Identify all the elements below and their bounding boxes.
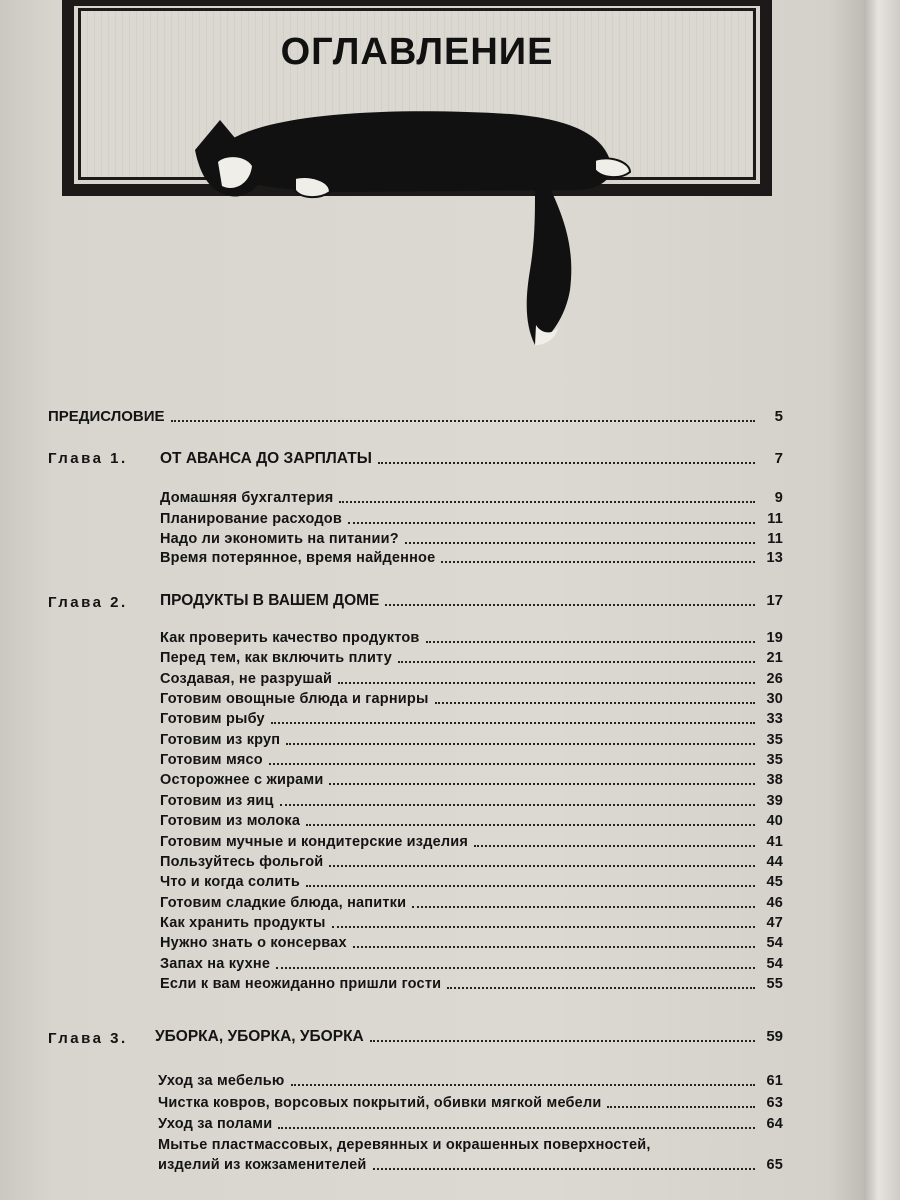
- toc-entry-preface[interactable]: [48, 408, 783, 426]
- dot-leader: [338, 682, 755, 684]
- dot-leader: [398, 661, 755, 663]
- toc-section[interactable]: [160, 955, 783, 973]
- section-title: Нужно знать о консервах: [160, 935, 347, 951]
- dot-leader: [426, 641, 755, 643]
- section-page: 35: [766, 732, 783, 748]
- section-title: Уход за полами: [158, 1116, 273, 1132]
- dot-leader: [329, 865, 755, 867]
- toc-section[interactable]: [160, 853, 783, 871]
- section-title: Запах на кухне: [160, 956, 271, 972]
- chapter-label: Глава 2.: [48, 594, 128, 611]
- section-title: Чистка ковров, ворсовых покрытий, обивки мягкой мебели: [158, 1095, 602, 1111]
- toc-section[interactable]: [160, 649, 783, 667]
- section-title: Пользуйтесь фольгой: [160, 854, 324, 870]
- toc-section[interactable]: [160, 812, 783, 830]
- section-page: 33: [766, 711, 783, 727]
- dot-leader: [405, 542, 755, 544]
- dot-leader: [280, 804, 755, 806]
- entry-page: 5: [774, 408, 783, 425]
- chapter-page: 17: [766, 592, 783, 609]
- section-page: 21: [766, 650, 783, 666]
- toc-section[interactable]: [160, 549, 783, 567]
- section-title: Что и когда солить: [160, 874, 300, 890]
- chapter-title: ОТ АВАНСА ДО ЗАРПЛАТЫ: [160, 450, 372, 467]
- dot-leader: [385, 604, 755, 606]
- section-page: 65: [766, 1157, 783, 1173]
- toc-section[interactable]: [160, 489, 783, 507]
- dot-leader: [171, 420, 755, 422]
- section-page: 38: [766, 772, 783, 788]
- toc-section[interactable]: [160, 833, 783, 851]
- section-page: 30: [766, 691, 783, 707]
- toc-section[interactable]: [160, 975, 783, 993]
- toc-section[interactable]: [160, 629, 783, 647]
- toc-section[interactable]: [160, 792, 783, 810]
- section-title: Уход за мебелью: [158, 1073, 285, 1089]
- section-page: 47: [766, 915, 783, 931]
- section-page: 9: [774, 490, 783, 506]
- dot-leader: [373, 1168, 755, 1170]
- dot-leader: [435, 702, 755, 704]
- toc-section[interactable]: [160, 771, 783, 789]
- toc-section[interactable]: [160, 530, 783, 548]
- section-page: 11: [767, 511, 783, 527]
- section-page: 55: [766, 976, 783, 992]
- toc-section[interactable]: [158, 1094, 783, 1112]
- dot-leader: [412, 906, 755, 908]
- section-page: 45: [766, 874, 783, 890]
- toc-section[interactable]: [160, 690, 783, 708]
- section-title: Время потерянное, время найденное: [160, 550, 436, 566]
- dot-leader: [269, 763, 755, 765]
- toc-section-multiline-first[interactable]: Мытье пластмассовых, деревянных и окрашенных поверхностей,: [158, 1137, 651, 1153]
- section-title: изделий из кожзаменителей: [158, 1157, 367, 1173]
- page-title: ОГЛАВЛЕНИЕ: [280, 31, 554, 73]
- chapter-title: ПРОДУКТЫ В ВАШЕМ ДОМЕ: [160, 592, 380, 609]
- section-title: Как хранить продукты: [160, 915, 326, 931]
- section-page: 64: [766, 1116, 783, 1132]
- section-title: Создавая, не разрушай: [160, 671, 333, 687]
- section-title: Готовим мясо: [160, 752, 263, 768]
- dot-leader: [332, 926, 755, 928]
- section-page: 46: [766, 895, 783, 911]
- section-title: Планирование расходов: [160, 511, 342, 527]
- dot-leader: [271, 722, 755, 724]
- toc-chapter-3[interactable]: [155, 1028, 783, 1046]
- dot-leader: [306, 885, 755, 887]
- entry-title: ПРЕДИСЛОВИЕ: [48, 408, 165, 425]
- section-page: 61: [766, 1073, 783, 1089]
- section-title: Готовим из молока: [160, 813, 301, 829]
- section-title: Готовим рыбу: [160, 711, 265, 727]
- section-page: 40: [766, 813, 783, 829]
- section-page: 13: [766, 550, 783, 566]
- section-title: Готовим из яиц: [160, 793, 274, 809]
- dot-leader: [329, 783, 755, 785]
- dot-leader: [353, 946, 755, 948]
- toc-section[interactable]: [160, 934, 783, 952]
- section-title: Осторожнее с жирами: [160, 772, 324, 788]
- toc-section[interactable]: [160, 670, 783, 688]
- section-page: 35: [766, 752, 783, 768]
- dot-leader: [441, 561, 755, 563]
- section-title: Перед тем, как включить плиту: [160, 650, 392, 666]
- dot-leader: [286, 743, 755, 745]
- section-page: 19: [766, 630, 783, 646]
- dot-leader: [348, 522, 755, 524]
- section-page: 11: [767, 531, 783, 547]
- toc-section[interactable]: [158, 1115, 783, 1133]
- section-title: Готовим овощные блюда и гарниры: [160, 691, 429, 707]
- dot-leader: [474, 845, 755, 847]
- dot-leader: [378, 462, 755, 464]
- section-title: Надо ли экономить на питании?: [160, 531, 399, 547]
- toc-section[interactable]: [160, 751, 783, 769]
- dot-leader: [291, 1084, 756, 1086]
- section-page: 54: [766, 956, 783, 972]
- chapter-label: Глава 1.: [48, 450, 128, 467]
- toc-section[interactable]: [158, 1072, 783, 1090]
- dot-leader: [339, 501, 755, 503]
- chapter-page: 59: [766, 1028, 783, 1045]
- section-title: Готовим мучные и кондитерские изделия: [160, 834, 469, 850]
- dot-leader: [607, 1106, 755, 1108]
- toc-section[interactable]: [160, 894, 783, 912]
- toc-section[interactable]: [160, 914, 783, 932]
- chapter-label: Глава 3.: [48, 1030, 128, 1047]
- dot-leader: [278, 1127, 755, 1129]
- dot-leader: [276, 967, 755, 969]
- section-title: Готовим из круп: [160, 732, 281, 748]
- dot-leader: [370, 1040, 755, 1042]
- section-title: Готовим сладкие блюда, напитки: [160, 895, 407, 911]
- toc-section[interactable]: [160, 710, 783, 728]
- section-title: Домашняя бухгалтерия: [160, 490, 334, 506]
- dot-leader: [306, 824, 755, 826]
- section-page: 54: [766, 935, 783, 951]
- section-page: 44: [766, 854, 783, 870]
- chapter-title: УБОРКА, УБОРКА, УБОРКА: [155, 1028, 364, 1045]
- section-title: Если к вам неожиданно пришли гости: [160, 976, 442, 992]
- toc-section[interactable]: [160, 731, 783, 749]
- chapter-page: 7: [774, 450, 783, 467]
- section-title: Как проверить качество продуктов: [160, 630, 420, 646]
- section-page: 39: [766, 793, 783, 809]
- toc-section[interactable]: [160, 873, 783, 891]
- section-page: 63: [766, 1095, 783, 1111]
- toc-chapter-2[interactable]: [160, 592, 783, 610]
- toc-section[interactable]: [158, 1156, 783, 1174]
- section-page: 26: [766, 671, 783, 687]
- section-page: 41: [766, 834, 783, 850]
- toc-chapter-1[interactable]: [160, 450, 783, 468]
- toc-section[interactable]: [160, 510, 783, 528]
- dot-leader: [447, 987, 755, 989]
